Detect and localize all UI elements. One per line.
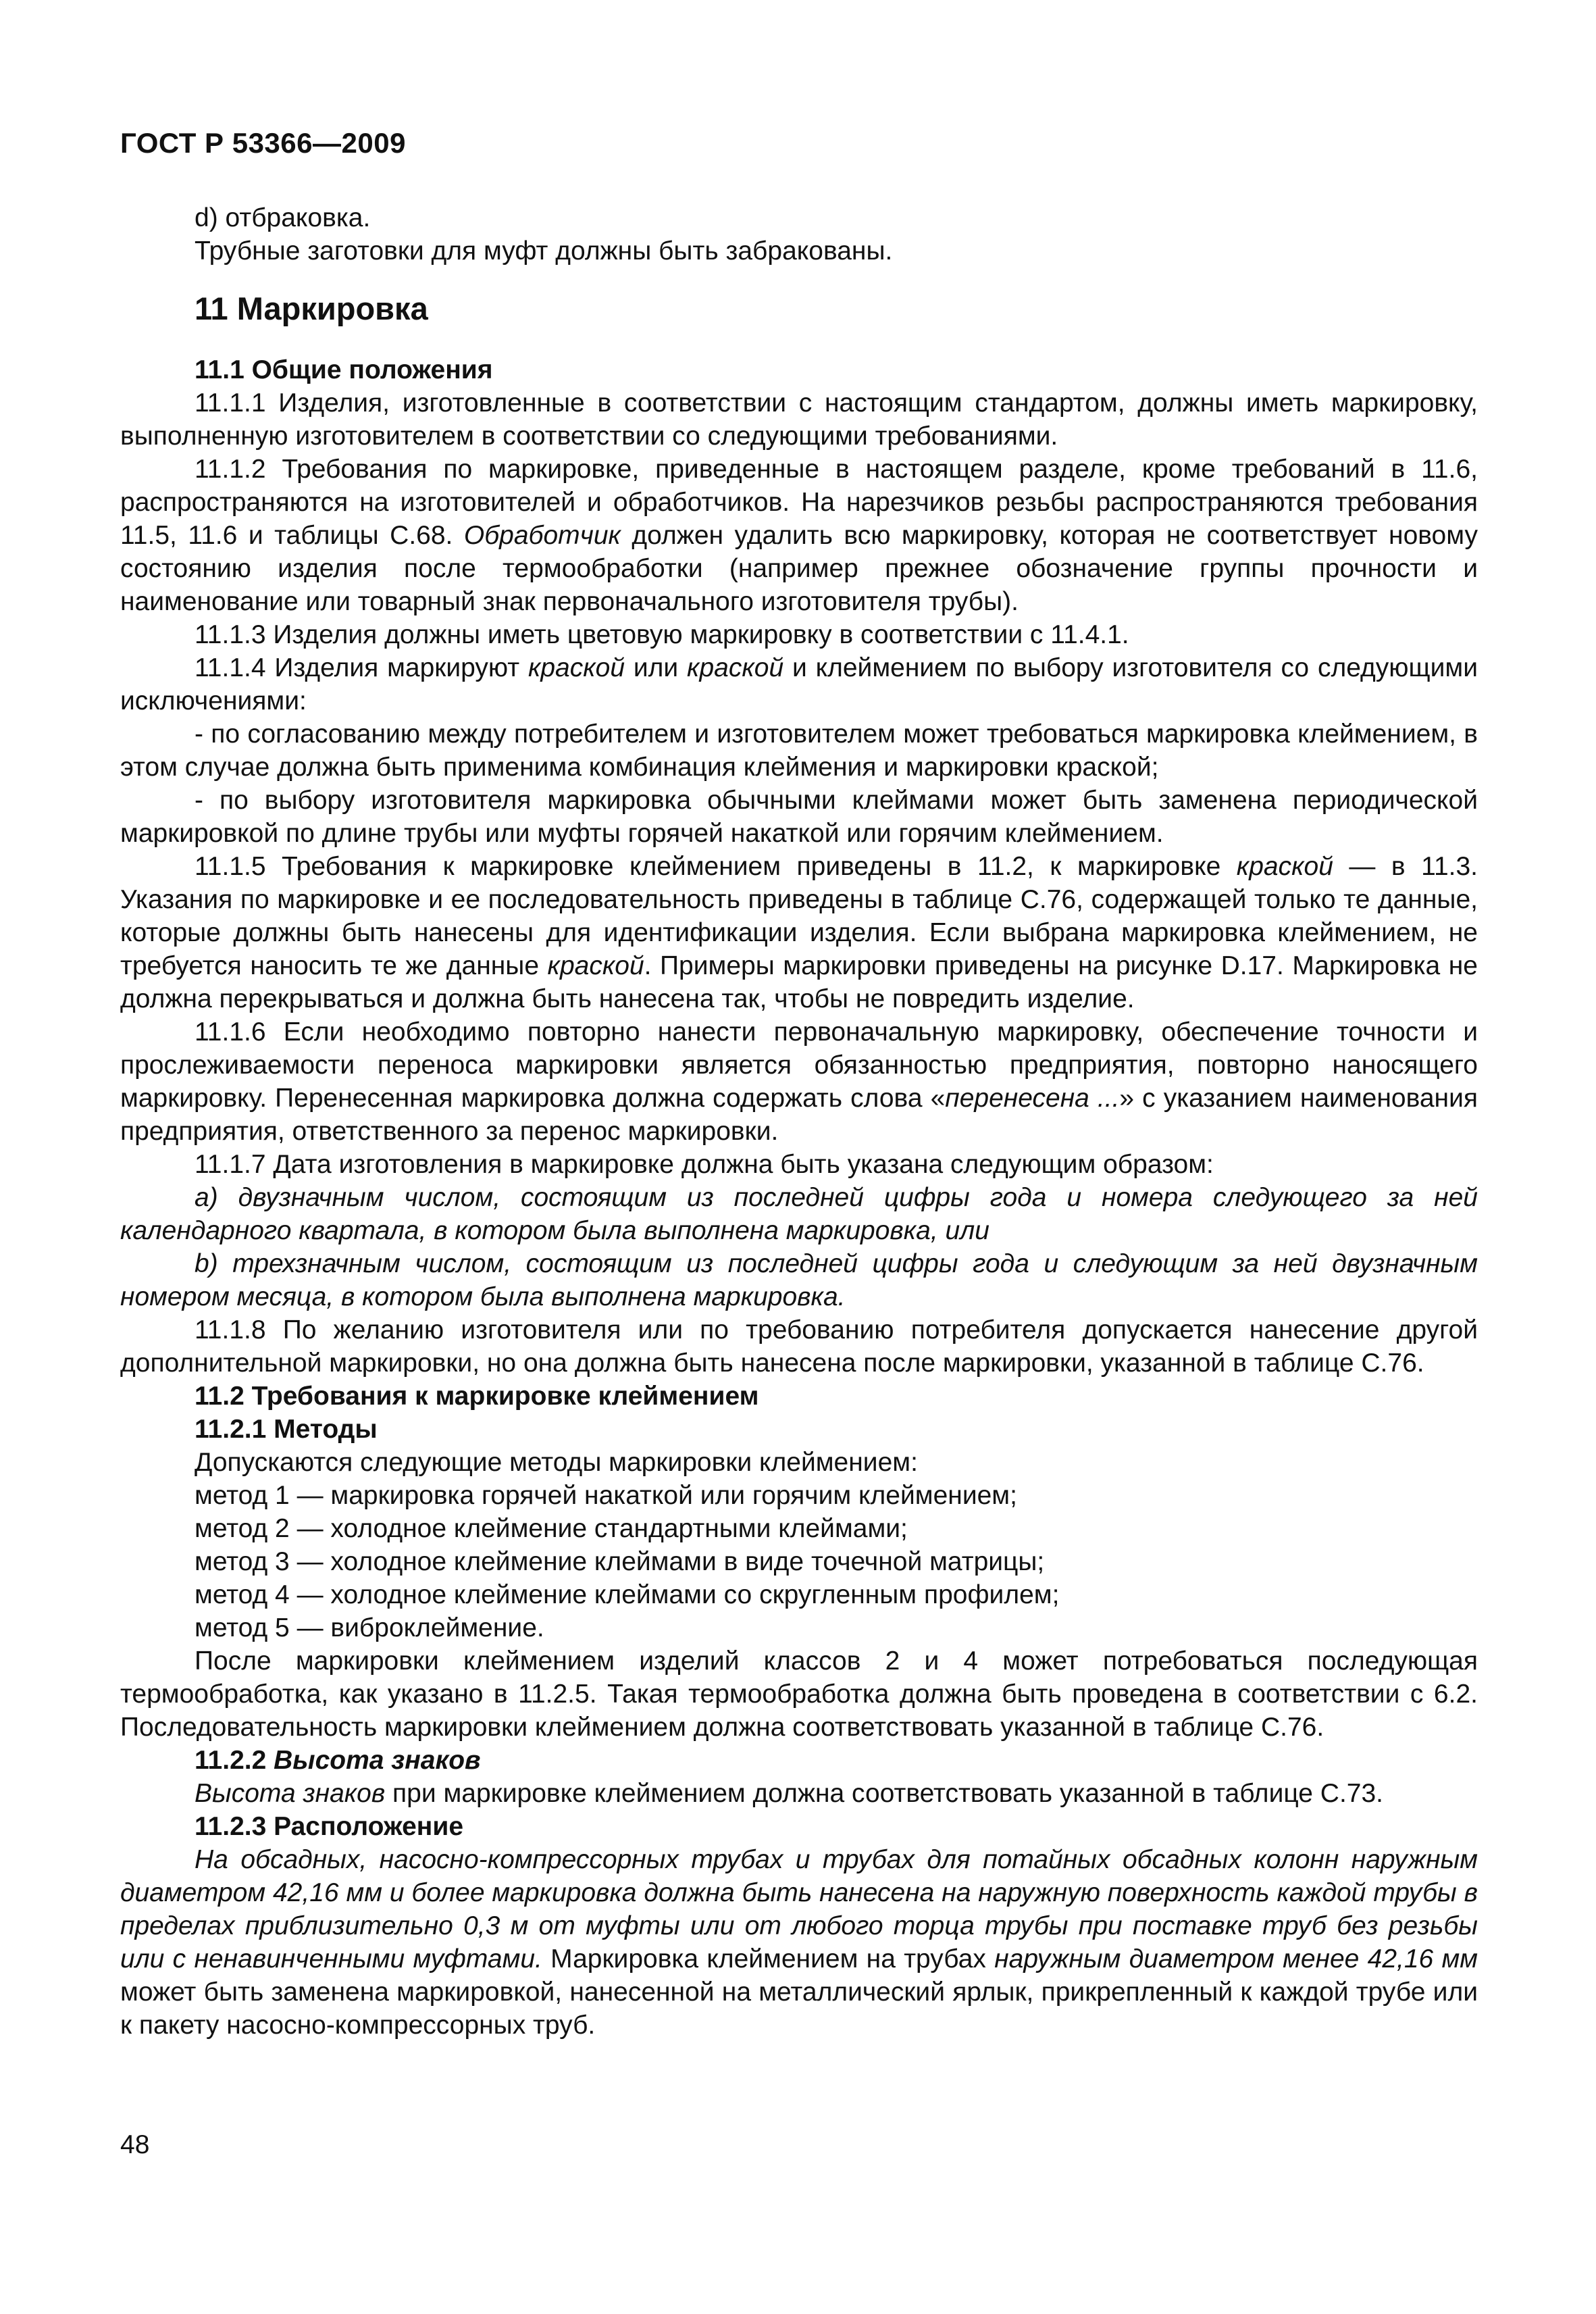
paragraph-11-1-3: 11.1.3 Изделия должны иметь цветовую маркировку в соответствии с 11.4.1.	[195, 620, 1129, 649]
text-run: или	[625, 653, 688, 682]
paragraph	[120, 1777, 1478, 1810]
text-run: должен удалить всю маркировку, которая не соответствует новому состоянию изделия после термообработки (например прежнее обозначение группы прочности и наименование или товарный знак первоначального изготовителя трубы).	[120, 521, 1478, 616]
italic-text: а) двузначным числом, состоящим из последней цифры года и номера следующего за ней календарного квартала, в котором была выполнена маркировка, или	[120, 1183, 1478, 1245]
text-run: . Примеры маркировки приведены на рисунке D.17. Маркировка не должна перекрываться и должна быть нанесена так, чтобы не повредить изделие.	[120, 951, 1478, 1013]
paragraph-11-1-4	[120, 651, 1478, 718]
list-item-method: метод 4 — холодное клеймение клеймами со скругленным профилем;	[195, 1580, 1060, 1609]
subsection-title-11-2-1: 11.2.1 Методы	[195, 1415, 378, 1444]
paragraph-11-1-8: 11.1.8 По желанию изготовителя или по требованию потребителя допускается нанесение другой дополнительной маркировки, но она должна быть нанесена после маркировки, указанной в таблице С.76.	[120, 1315, 1478, 1378]
italic-term: Высота знаков	[195, 1779, 386, 1808]
page-number: 48	[120, 2130, 150, 2159]
text-run: — в 11.3. Указания по маркировке и ее последовательность приведены в таблице С.76, содержащей только те данные, которые должны быть нанесены для идентификации изделия. Если выбрана маркировка клеймением, не требуется наносить те же данные	[120, 852, 1478, 980]
italic-term: краской	[527, 653, 625, 682]
text-run: 11.1.4 Изделия маркируют	[195, 653, 528, 682]
document-header: ГОСТ Р 53366—2009	[120, 127, 406, 159]
paragraph: После маркировки клеймением изделий классов 2 и 4 может потребоваться последующая термообработка, как указано в 11.2.5. Такая термообработка должна быть проведена в соответствии с 6.2. Последовательность маркировки клеймением должна соответствовать указанной в таблице С.76.	[120, 1646, 1478, 1742]
italic-term: Высота знаков	[274, 1746, 481, 1775]
paragraph-11-1-5	[120, 850, 1478, 1015]
paragraph-11-1-1: 11.1.1 Изделия, изготовленные в соответствии с настоящим стандартом, должны иметь маркировку, выполненную изготовителем в соответствии со следующими требованиями.	[120, 388, 1478, 451]
subsection-title-11-2-2	[120, 1744, 1478, 1777]
text-run: при маркировке клеймением должна соответствовать указанной в таблице С.73.	[385, 1779, 1383, 1808]
italic-term: наружным диаметром менее 42,16 мм	[994, 1944, 1478, 1973]
paragraph	[120, 1843, 1478, 2042]
list-item: - по согласованию между потребителем и изготовителем может требоваться маркировка клеймением, в этом случае должна быть применима комбинация клеймения и маркировки краской;	[120, 720, 1478, 782]
subsection-title-11-2: 11.2 Требования к маркировке клеймением	[195, 1382, 759, 1411]
italic-term: Обработчик	[463, 521, 621, 550]
italic-term: перенесена ...	[945, 1084, 1120, 1113]
list-item-method: метод 1 — маркировка горячей накаткой или горячим клеймением;	[195, 1481, 1017, 1510]
text-run: 11.2.2	[195, 1746, 274, 1775]
text-run: Маркировка клеймением на трубах	[542, 1944, 995, 1973]
text-run: » с указанием наименования предприятия, ответственного за перенос маркировки.	[120, 1084, 1478, 1146]
italic-text: На обсадных, насосно-компрессорных трубах и трубах для потайных обсадных колонн наружным диаметром 42,16 мм и более маркировка должна быть нанесена на наружную поверхность каждой трубы в пределах приблизительно 0,3 м от муфты или от любого торца трубы при поставке труб без резьбы или с ненавинченными муфтами.	[120, 1845, 1478, 1973]
subsection-title-11-2-3: 11.2.3 Расположение	[195, 1812, 464, 1841]
paragraph: Трубные заготовки для муфт должны быть забракованы.	[195, 236, 893, 266]
italic-term: краской	[1236, 852, 1333, 881]
paragraph-11-1-7: 11.1.7 Дата изготовления в маркировке должна быть указана следующим образом:	[195, 1150, 1214, 1179]
paragraph-11-1-2	[120, 453, 1478, 618]
list-item-method: метод 3 — холодное клеймение клеймами в виде точечной матрицы;	[195, 1547, 1045, 1576]
text-run: 11.1.2 Требования по маркировке, приведенные в настоящем разделе, кроме требований в 11.6, распространяются на изготовителей и обработчиков. На нарезчиков резьбы распространяются требования 11.5, 11.6 и таблицы С.68.	[120, 455, 1478, 550]
text-run: и клеймением по выбору изготовителя со следующими исключениями:	[120, 653, 1478, 715]
section-title: 11 Маркировка	[195, 291, 428, 326]
text-run: может быть заменена маркировкой, нанесенной на металлический ярлык, прикрепленный к каждой трубе или к пакету насосно-компрессорных труб.	[120, 1978, 1478, 2040]
subsection-title-11-1: 11.1 Общие положения	[195, 355, 493, 384]
paragraph: Допускаются следующие методы маркировки клеймением:	[195, 1448, 918, 1477]
list-item-d: d) отбраковка.	[195, 203, 371, 232]
list-item-a	[120, 1181, 1478, 1247]
italic-text: b) трехзначным числом, состоящим из последней цифры года и следующим за ней двузначным номером месяца, в котором была выполнена маркировка.	[120, 1249, 1478, 1311]
italic-term: краской	[687, 653, 784, 682]
text-run: 11.1.5 Требования к маркировке клеймением приведены в 11.2, к маркировке	[195, 852, 1237, 881]
list-item-b	[120, 1247, 1478, 1313]
italic-term: краской	[547, 951, 644, 980]
list-item: - по выбору изготовителя маркировка обычными клеймами может быть заменена периодической маркировкой по длине трубы или муфты горячей накаткой или горячим клеймением.	[120, 786, 1478, 848]
list-item-method: метод 2 — холодное клеймение стандартными клеймами;	[195, 1514, 908, 1543]
paragraph-11-1-6	[120, 1015, 1478, 1148]
document-body	[120, 201, 1478, 2042]
text-run: 11.1.6 Если необходимо повторно нанести первоначальную маркировку, обеспечение точности и прослеживаемости переноса маркировки является обязанностью предприятия, повторно наносящего маркировку. Перенесенная маркировка должна содержать слова «	[120, 1017, 1478, 1113]
list-item-method: метод 5 — виброклеймение.	[195, 1613, 544, 1642]
